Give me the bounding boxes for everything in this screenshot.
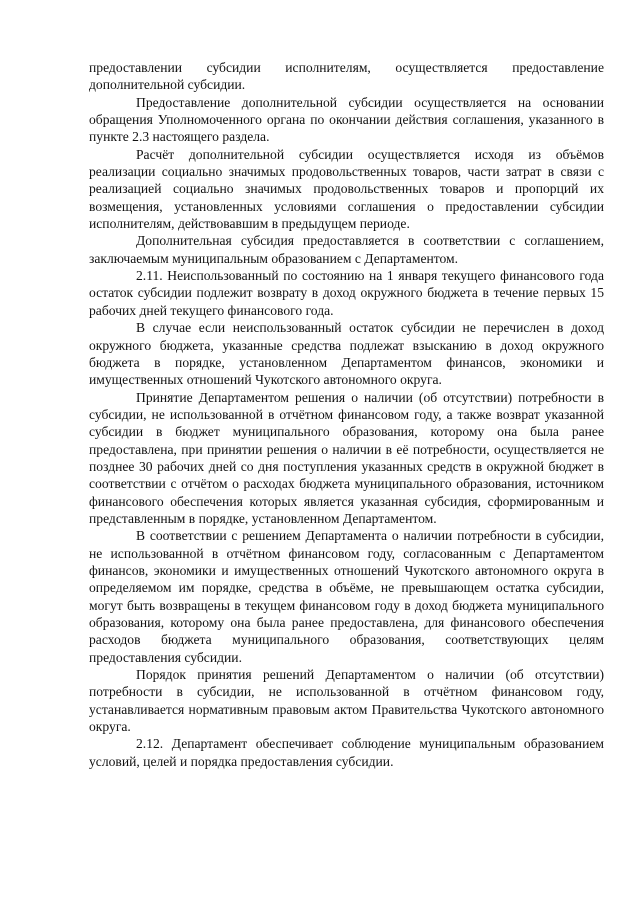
- paragraph-additional-subsidy-basis: Предоставление дополнительной субсидии осуществляется на основании обращения Уполномоченного органа по окончании действия соглашения, указанного в пункте 2.3 настоящего раздела.: [89, 94, 604, 145]
- paragraph-return-of-funds: В соответствии с решением Департамента о наличии потребности в субсидии, не использованной в отчётном финансовом году, согласованным с Департаментом финансов, экономики и имущественных отношений Чукотского автономного округа в определяемом им порядке, средства в объёме, не превышающем остатка субсидии, могут быть возвращены в текущем финансовом году в доход бюджета муниципального образования, которому она была ранее предоставлена, для финансового обеспечения расходов бюджета муниципального образования, соответствующих целям предоставления субсидии.: [89, 528, 604, 665]
- paragraph-decision-procedure: Порядок принятия решений Департаментом о наличии (об отсутствии) потребности в субсидии, не использованной в отчётном финансовом году, устанавливается нормативным правовым актом Правительства Чукотского автономного округа.: [89, 667, 604, 735]
- document-page: [89, 59, 604, 770]
- paragraph-additional-subsidy-calculation: Расчёт дополнительной субсидии осуществляется исходя из объёмов реализации социально значимых продовольственных товаров, части затрат в связи с реализацией социально значимых продовольственных товаров и пропорций их возмещения, установленных условиями соглашения о предоставлении субсидии исполнителям, действовавшим в предыдущем периоде.: [89, 146, 604, 232]
- paragraph-recovery-of-balance: В случае если неиспользованный остаток субсидии не перечислен в доход окружного бюджета, указанные средства подлежат взысканию в доход окружного бюджета в порядке, установленном Департаментом финансов, экономики и имущественных отношений Чукотского автономного округа.: [89, 320, 604, 388]
- paragraph-continuation: предоставлении субсидии исполнителям, осуществляется предоставление дополнительной субсидии.: [89, 60, 604, 93]
- paragraph-clause-2-12: 2.12. Департамент обеспечивает соблюдение муниципальным образованием условий, целей и порядка предоставления субсидии.: [89, 736, 604, 769]
- paragraph-department-decision: Принятие Департаментом решения о наличии (об отсутствии) потребности в субсидии, не использованной в отчётном финансовом году, а также возврат указанной субсидии в бюджет муниципального образования, которому она была ранее предоставлена, при принятии решения о наличии в её потребности, осуществляется не позднее 30 рабочих дней со дня поступления указанных средств в окружной бюджет в соответствии с отчётом о расходах бюджета муниципального образования, источником финансового обеспечения которых является указанная субсидия, сформированным и представленным в порядке, установленном Департаментом.: [89, 389, 604, 526]
- paragraph-additional-subsidy-agreement: Дополнительная субсидия предоставляется в соответствии с соглашением, заключаемым муниципальным образованием с Департаментом.: [89, 233, 604, 266]
- paragraph-clause-2-11: 2.11. Неиспользованный по состоянию на 1 января текущего финансового года остаток субсидии подлежит возврату в доход окружного бюджета в течение первых 15 рабочих дней текущего финансового года.: [89, 268, 604, 318]
